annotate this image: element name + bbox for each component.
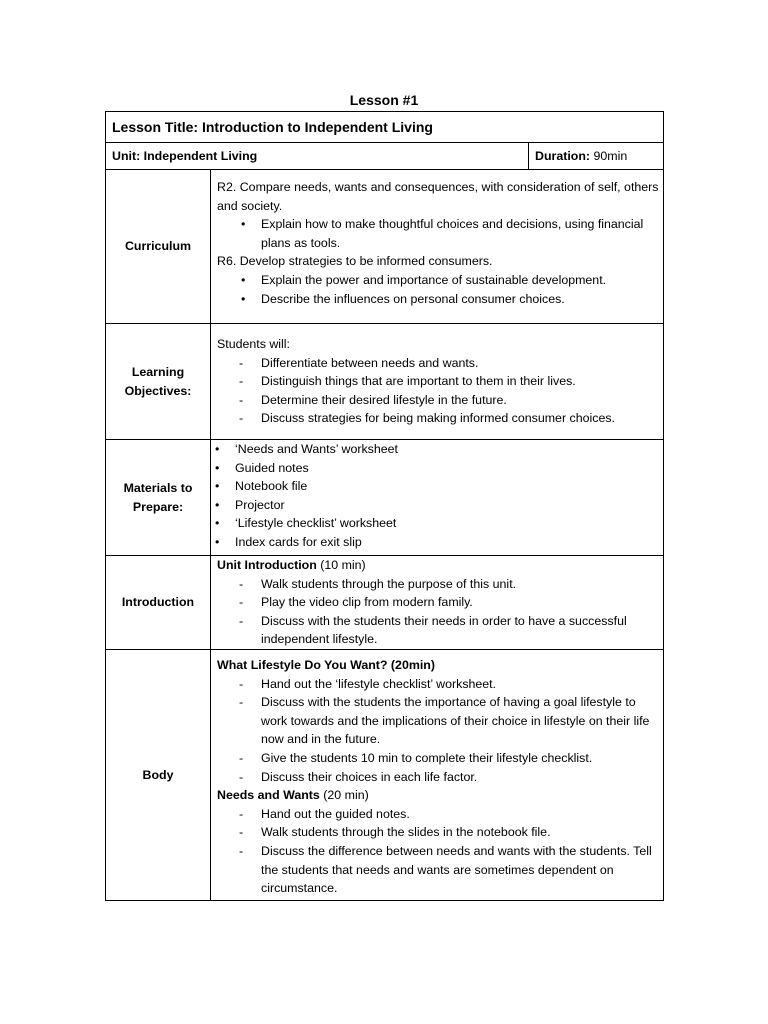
objectives-label: Learning Objectives: [106, 324, 211, 440]
body-section1-list [217, 675, 659, 787]
list-item: - Distinguish things that are important to them in their lives. [217, 372, 659, 391]
list-item: • Projector [215, 496, 659, 515]
body-content [211, 649, 664, 900]
list-item: - Walk students through the slides in the notebook file. [217, 823, 659, 842]
introduction-row [106, 556, 664, 650]
list-item: - Discuss their choices in each life factor. [217, 768, 659, 787]
list-item: - Differentiate between needs and wants. [217, 354, 659, 373]
introduction-list [217, 575, 659, 649]
duration-label: Duration: [535, 148, 591, 163]
list-item: - Discuss with the students the importance of having a goal lifestyle to work towards and the implications of their choice in lifestyle on their life now and in the future. [217, 693, 659, 749]
materials-label: Materials to Prepare: [106, 440, 211, 556]
materials-content [211, 440, 664, 556]
list-item: • Explain the power and importance of sustainable development. [217, 271, 659, 290]
curriculum-r2-list [217, 215, 659, 252]
list-item: - Determine their desired lifestyle in the future. [217, 391, 659, 410]
introduction-heading: Unit Introduction (10 min) [217, 558, 366, 572]
list-item: - Discuss strategies for being making informed consumer choices. [217, 409, 659, 428]
curriculum-label: Curriculum [106, 170, 211, 324]
list-item: - Discuss the difference between needs and wants with the students. Tell the students that needs and wants are sometimes dependent on circumstance. [217, 842, 659, 898]
curriculum-row [106, 170, 664, 324]
list-item: • Notebook file [215, 477, 659, 496]
objectives-list [217, 354, 659, 428]
list-item: • Index cards for exit slip [215, 533, 659, 552]
list-item: - Walk students through the purpose of this unit. [217, 575, 659, 594]
body-section2-heading: Needs and Wants (20 min) [217, 788, 369, 803]
objectives-intro: Students will: [217, 337, 291, 351]
objectives-row [106, 324, 664, 440]
unit-label: Unit: Independent Living [106, 143, 529, 170]
materials-list [215, 440, 659, 552]
duration-cell [529, 143, 664, 170]
duration-value: 90min [590, 148, 628, 163]
list-item: - Play the video clip from modern family. [217, 593, 659, 612]
title-row [106, 112, 664, 143]
lesson-heading: Lesson #1 [349, 92, 419, 108]
curriculum-r6: R6. Develop strategies to be informed consumers. [217, 254, 493, 269]
curriculum-content [211, 170, 664, 324]
curriculum-r2: R2. Compare needs, wants and consequences, with consideration of self, others and society. [217, 180, 659, 213]
list-item: - Give the students 10 min to complete their lifestyle checklist. [217, 749, 659, 768]
list-item: - Hand out the ‘lifestyle checklist’ worksheet. [217, 675, 659, 694]
curriculum-r6-list [217, 271, 659, 308]
list-item: - Discuss with the students their needs in order to have a successful independent lifestyle. [217, 612, 659, 649]
list-item: • Describe the influences on personal consumer choices. [217, 290, 659, 309]
materials-row [106, 440, 664, 556]
body-row [106, 649, 664, 900]
list-item: • ‘Needs and Wants’ worksheet [215, 440, 659, 459]
introduction-label: Introduction [106, 556, 211, 650]
introduction-content [211, 556, 664, 650]
unit-row [106, 143, 664, 170]
body-section2-list [217, 805, 659, 898]
list-item: • Guided notes [215, 459, 659, 478]
lesson-title: Lesson Title: Introduction to Independent Living [106, 112, 664, 143]
list-item: - Hand out the guided notes. [217, 805, 659, 824]
list-item: • Explain how to make thoughtful choices and decisions, using financial plans as tools. [217, 215, 659, 252]
lesson-plan-table [105, 111, 664, 901]
body-section1-heading: What Lifestyle Do You Want? (20min) [217, 657, 435, 672]
list-item: • ‘Lifestyle checklist’ worksheet [215, 514, 659, 533]
body-label: Body [106, 649, 211, 900]
objectives-content [211, 324, 664, 440]
